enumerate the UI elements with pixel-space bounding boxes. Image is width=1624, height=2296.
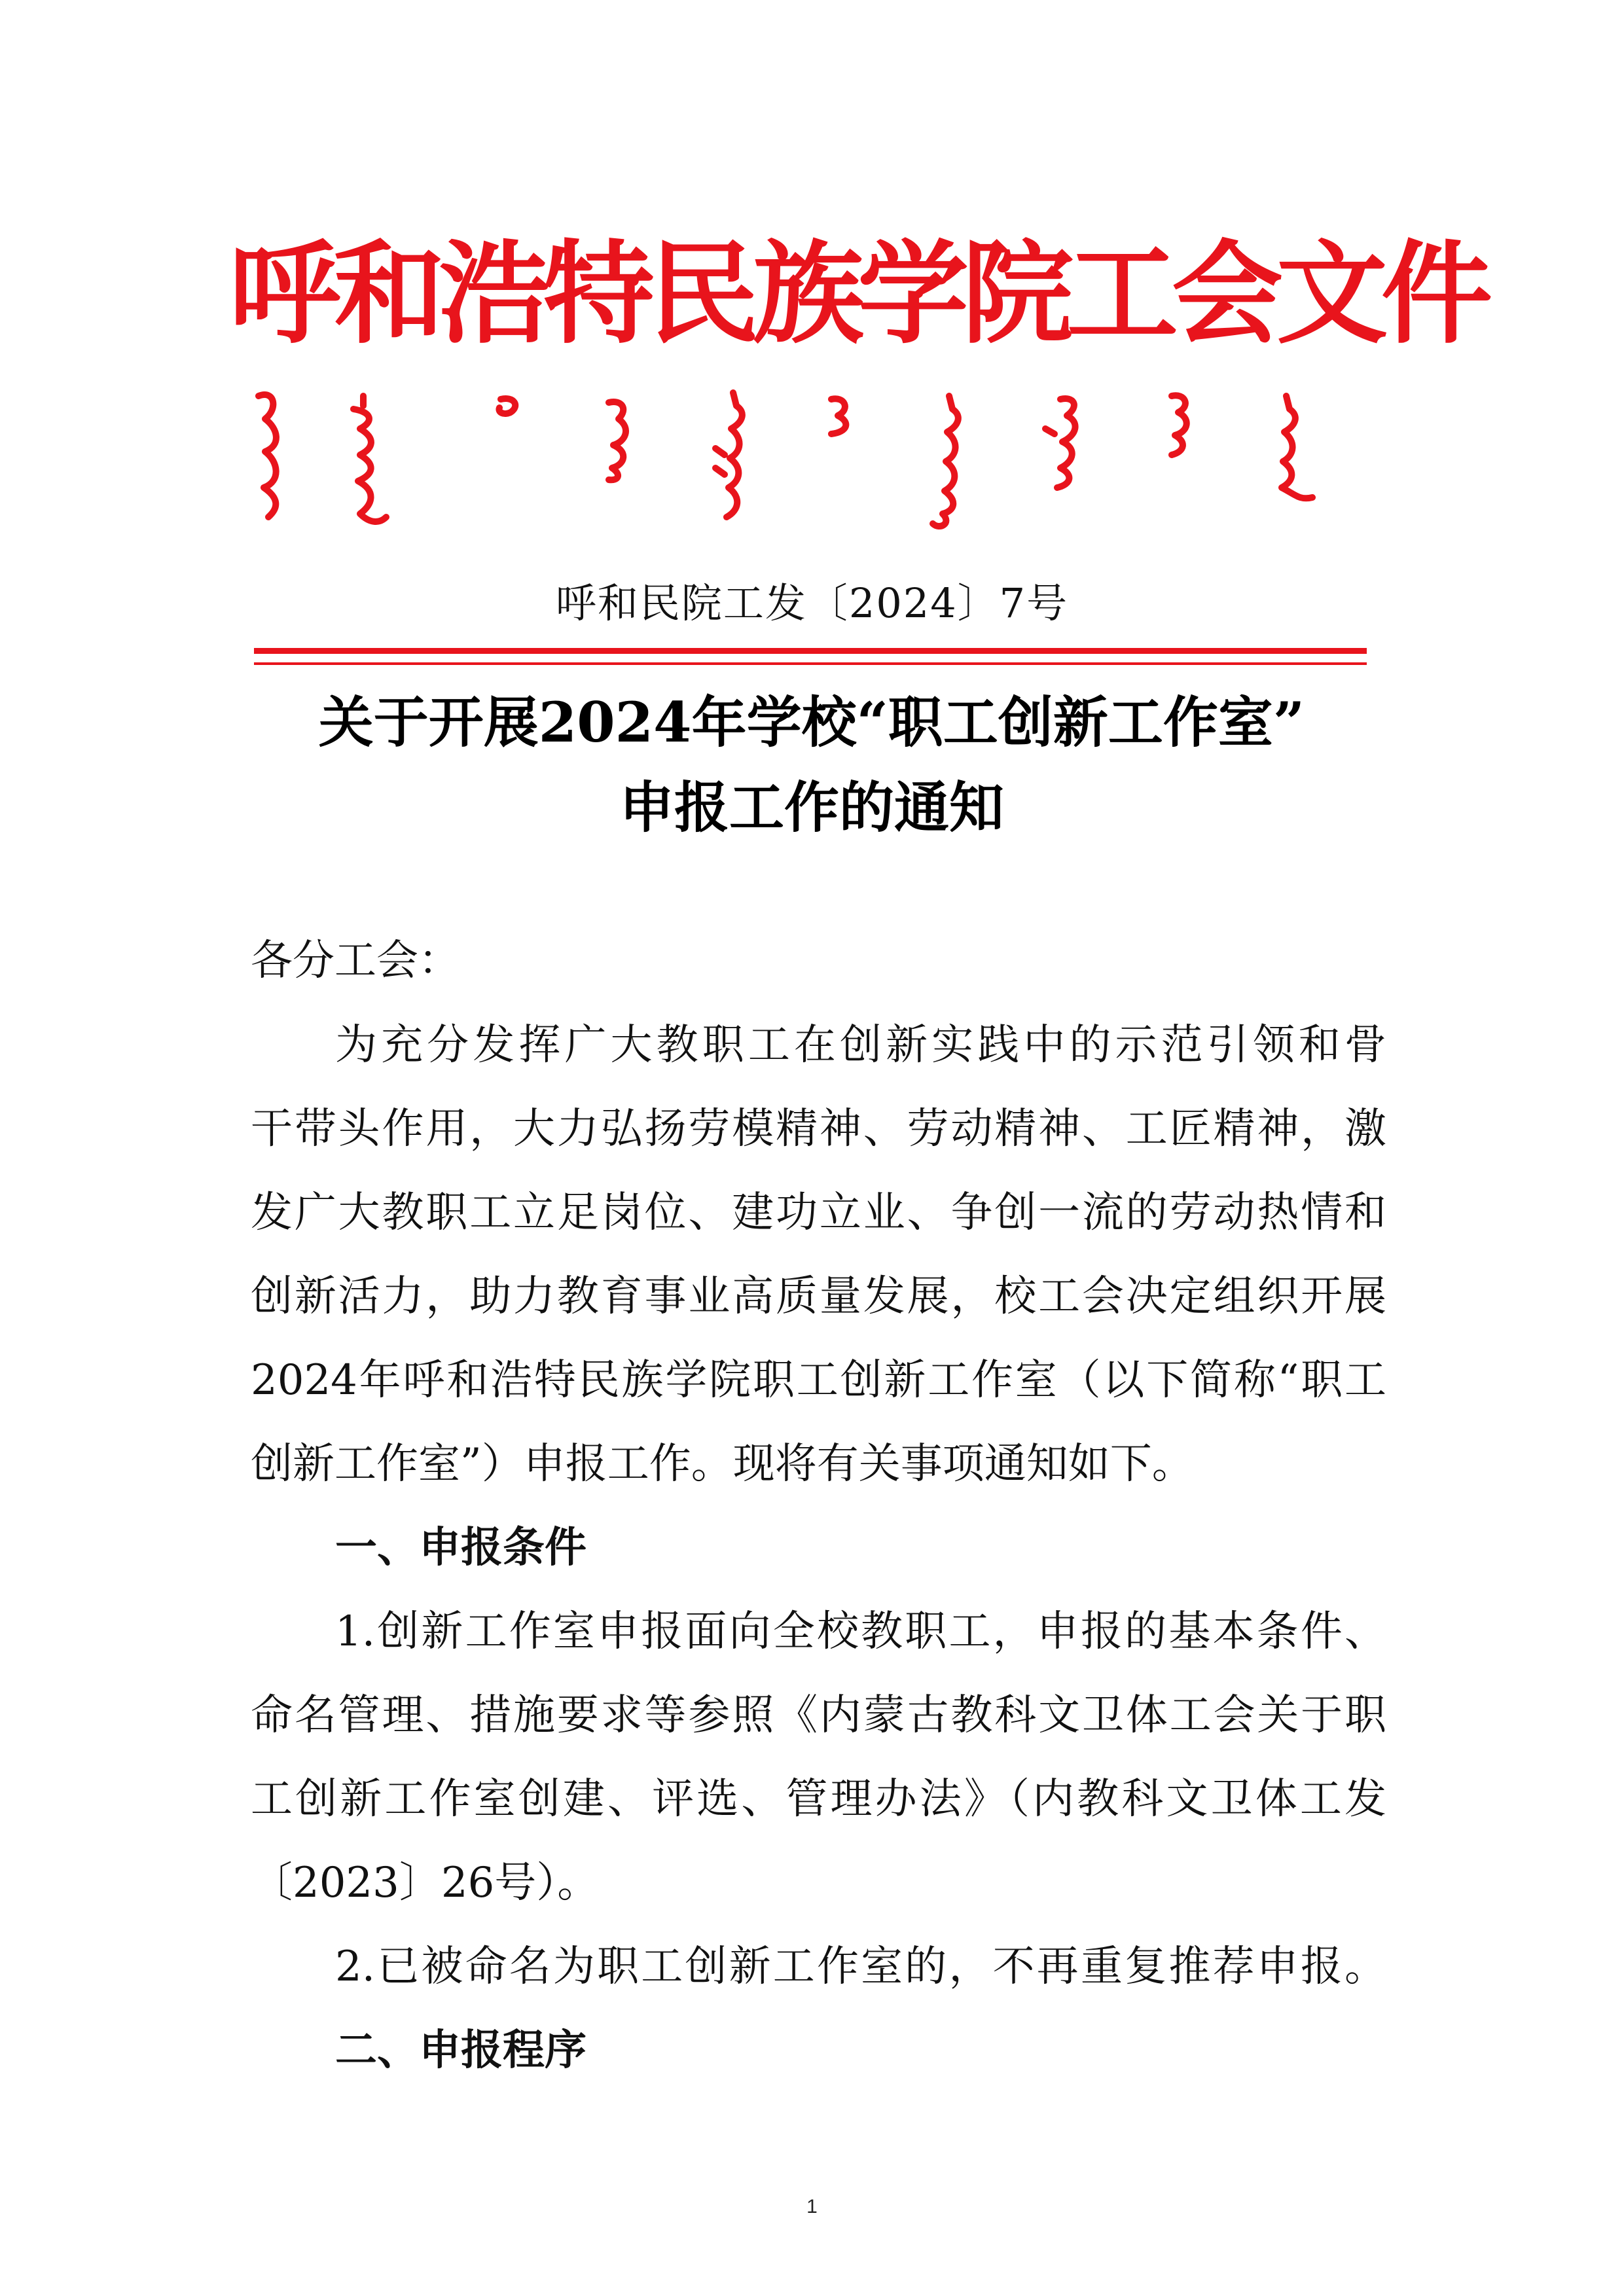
header-char: 浩 — [439, 230, 550, 359]
body-line: 干带头作用，大力弘扬劳模精神、劳动精神、工匠精神，激 — [251, 1105, 1386, 1153]
header-char: 院 — [962, 230, 1074, 359]
document-number: 呼和民院工发〔2024〕7号 — [555, 579, 1069, 627]
page-number: 1 — [806, 2196, 818, 2217]
body-line: 2024年呼和浩特民族学院职工创新工作室（以下简称“职工 — [251, 1356, 1386, 1405]
header-char: 工 — [1067, 230, 1179, 359]
header-char: 特 — [543, 230, 655, 359]
body-line: 工创新工作室创建、评选、管理办法》（内教科文卫体工发 — [251, 1775, 1386, 1823]
header-char: 呼 — [229, 230, 341, 359]
red-divider — [254, 648, 1367, 654]
section-heading: 一、申报条件 — [335, 1524, 586, 1572]
header-char: 学 — [857, 230, 969, 359]
salutation: 各分工会： — [251, 937, 460, 985]
header-char: 件 — [1381, 230, 1493, 359]
body-line: 1.创新工作室申报面向全校教职工，申报的基本条件、 — [335, 1607, 1386, 1656]
header-char: 民 — [648, 230, 760, 359]
section-heading: 二、申报程序 — [335, 2026, 586, 2075]
body-line: 〔2023〕26号）。 — [251, 1859, 600, 1907]
header-char: 族 — [753, 230, 865, 359]
body-line: 2.已被命名为职工创新工作室的，不再重复推荐申报。 — [335, 1943, 1386, 1991]
body-line: 命名管理、措施要求等参照《内蒙古教科文卫体工会关于职 — [251, 1691, 1386, 1740]
body-line: 为充分发挥广大教职工在创新实践中的示范引领和骨 — [335, 1021, 1386, 1069]
mongolian-script-header — [239, 383, 1371, 533]
red-divider-thin — [254, 662, 1367, 665]
header-char: 和 — [334, 230, 446, 359]
body-line: 创新活力，助力教育事业高质量发展，校工会决定组织开展 — [251, 1272, 1386, 1321]
header-char: 文 — [1276, 230, 1388, 359]
body-line: 创新工作室”）申报工作。现将有关事项通知如下。 — [251, 1440, 1194, 1488]
notice-title-line-1: 关于开展2024年学校“职工创新工作室” — [318, 690, 1305, 755]
body-line: 发广大教职工立足岗位、建功立业、争创一流的劳动热情和 — [251, 1189, 1386, 1237]
header-char: 会 — [1172, 230, 1284, 359]
notice-title-line-2: 申报工作的通知 — [619, 775, 1004, 840]
document-header-title — [229, 230, 1493, 359]
